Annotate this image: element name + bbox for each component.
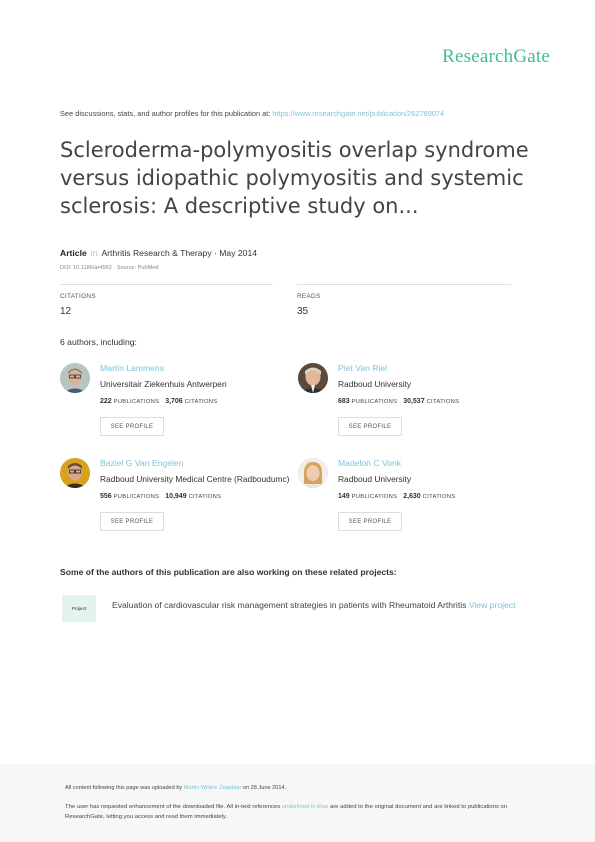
footer bbox=[0, 764, 595, 842]
stats-divider-left bbox=[60, 284, 273, 285]
author-institution: Radboud University bbox=[338, 474, 412, 484]
authors-heading: 6 authors, including: bbox=[60, 337, 137, 347]
author-name[interactable]: Piet Van Riel bbox=[338, 363, 388, 373]
author-institution: Radboud University bbox=[338, 379, 412, 389]
citations-value: 12 bbox=[60, 306, 72, 317]
publication-url-link[interactable]: https://www.researchgate.net/publication/262789074 bbox=[272, 109, 445, 118]
author-name[interactable]: Madelon C Vonk bbox=[338, 458, 402, 468]
publications-label: PUBLICATIONS bbox=[351, 399, 398, 405]
avatar[interactable] bbox=[60, 458, 90, 488]
upload-suffix: on 28 June 2014. bbox=[241, 785, 287, 791]
citations-label: CITATIONS bbox=[426, 399, 460, 405]
see-profile-button[interactable]: SEE PROFILE bbox=[338, 417, 402, 436]
author-stats bbox=[100, 493, 221, 500]
citations-label: CITATIONS bbox=[60, 293, 96, 300]
publications-label: PUBLICATIONS bbox=[113, 399, 160, 405]
discussions-line bbox=[60, 109, 560, 118]
author-card bbox=[298, 458, 538, 544]
author-name[interactable]: Baziel G Van Engelen bbox=[100, 458, 184, 468]
project-entry bbox=[112, 597, 542, 614]
publications-count: 149 bbox=[338, 493, 350, 500]
author-institution: Radboud University Medical Centre (Radboudumc) bbox=[100, 474, 290, 484]
see-profile-button[interactable]: SEE PROFILE bbox=[100, 512, 164, 531]
citations-count: 30,537 bbox=[403, 398, 425, 405]
author-card bbox=[298, 363, 538, 449]
publications-count: 222 bbox=[100, 398, 112, 405]
author-stats bbox=[338, 398, 459, 405]
stats-divider-right bbox=[297, 284, 511, 285]
publications-label: PUBLICATIONS bbox=[351, 494, 398, 500]
avatar[interactable] bbox=[60, 363, 90, 393]
author-card bbox=[60, 363, 300, 449]
publications-count: 683 bbox=[338, 398, 350, 405]
citations-count: 10,949 bbox=[165, 493, 187, 500]
notice-suffix: are added to the original document and are linked to publications on ResearchGate, letting you access and read them immediately. bbox=[65, 804, 508, 820]
author-card bbox=[60, 458, 300, 544]
author-institution: Universitair Ziekenhuis Antwerpen bbox=[100, 379, 227, 389]
avatar[interactable] bbox=[298, 363, 328, 393]
publication-meta bbox=[60, 248, 257, 258]
citations-label: CITATIONS bbox=[422, 494, 456, 500]
citations-label: CITATIONS bbox=[184, 399, 218, 405]
citations-count: 2,630 bbox=[403, 493, 421, 500]
author-stats bbox=[338, 493, 455, 500]
meta-separator: in bbox=[90, 248, 98, 258]
project-title: Evaluation of cardiovascular risk management strategies in patients with Rheumatoid Arthritis bbox=[112, 600, 469, 610]
upload-prefix: All content following this page was uploaded by bbox=[65, 785, 184, 791]
avatar[interactable] bbox=[298, 458, 328, 488]
view-project-link[interactable]: View project bbox=[468, 600, 516, 610]
related-projects-heading: Some of the authors of this publication are also working on these related projects: bbox=[60, 567, 397, 577]
project-badge-label: Project bbox=[71, 606, 87, 611]
publications-label: PUBLICATIONS bbox=[113, 494, 160, 500]
upload-notice bbox=[65, 785, 286, 791]
notice-prefix: The user has requested enhancement of the downloaded file. All in-text references bbox=[65, 804, 282, 810]
citations-count: 3,706 bbox=[165, 398, 183, 405]
publication-type: Article bbox=[60, 248, 87, 258]
publication-title: Scleroderma-polymyositis overlap syndrome versus idiopathic polymyositis and systemic sclerosis: A descriptive study on... bbox=[60, 138, 529, 218]
doi-source: DOI: 10.1186/ar4562 · Source: PubMed bbox=[60, 265, 159, 271]
author-stats bbox=[100, 398, 217, 405]
researchgate-logo[interactable]: ResearchGate bbox=[442, 46, 550, 67]
see-profile-button[interactable]: SEE PROFILE bbox=[100, 417, 164, 436]
underlined-blue-link[interactable]: underlined in blue bbox=[281, 804, 329, 810]
uploader-link[interactable]: Martin Willem Zegelaar bbox=[183, 785, 242, 791]
project-badge[interactable] bbox=[62, 595, 96, 622]
author-name[interactable]: Martin Lammens bbox=[100, 363, 164, 373]
reads-label: READS bbox=[297, 293, 321, 300]
reads-value: 35 bbox=[297, 306, 309, 317]
enhancement-notice bbox=[65, 802, 535, 822]
see-profile-button[interactable]: SEE PROFILE bbox=[338, 512, 402, 531]
discussions-prefix: See discussions, stats, and author profiles for this publication at: bbox=[60, 109, 273, 118]
citations-label: CITATIONS bbox=[188, 494, 222, 500]
journal-date: Arthritis Research & Therapy · May 2014 bbox=[101, 248, 258, 258]
publications-count: 556 bbox=[100, 493, 112, 500]
